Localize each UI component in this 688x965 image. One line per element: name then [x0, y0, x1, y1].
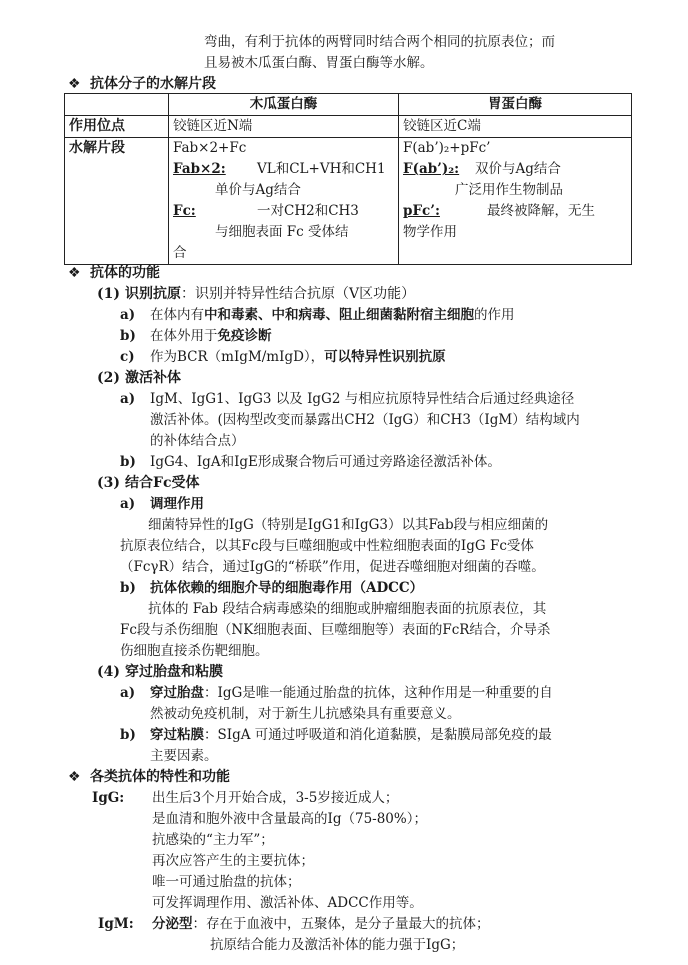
diamond-bullet-icon: ❖ [68, 769, 81, 785]
sub-item: b) 在体外用于免疫诊断 [120, 328, 272, 344]
paragraph-line: 抗体的 Fab 段结合病毒感染的细胞或肿瘤细胞表面的抗原表位，其 [148, 601, 547, 617]
fab-pepsin-desc: 广泛用作生物制品 [455, 182, 563, 198]
sub-item: b) IgG4、IgA和IgE形成聚合物后可通过旁路途径激活补体。 [120, 454, 501, 470]
papain-products: Fab×2+Fc [173, 140, 247, 156]
function-item-fc-receptor: (3) 结合Fc受体 [97, 475, 200, 491]
sub-item: a) IgM、IgG1、IgG3 以及 IgG2 与相应抗原特异性结合后通过经典途径 [120, 391, 575, 407]
igg-line: 是血清和胞外液中含量最高的Ig（75-80%）； [152, 811, 427, 827]
hydrolysis-table [64, 93, 632, 265]
sub-item: a) 在体内有中和毒素、中和病毒、阻止细菌黏附宿主细胞的作用 [120, 307, 515, 323]
igm-label: IgM: [98, 916, 134, 932]
table-corner-cell [65, 94, 169, 116]
sub-item: a) 穿过胎盘：IgG是唯一能通过胎盘的抗体，这种作用是一种重要的自 [120, 685, 553, 701]
item-desc: ：识别并特异性结合抗原（V区功能） [181, 286, 416, 302]
intro-line: 且易被木瓜蛋白酶、胃蛋白酶等水解。 [204, 55, 434, 71]
fab2-desc: VL和CL+VH和CH1 [257, 161, 386, 177]
igg-line: 可发挥调理作用、激活补体、ADCC作用等。 [152, 895, 423, 911]
fc-term: Fc: [173, 203, 196, 219]
section-heading-functions: ❖ 抗体的功能 [68, 263, 160, 284]
cell-papain-site: 铰链区近N端 [169, 116, 399, 138]
igg-label: IgG: [92, 790, 125, 806]
paragraph-line: 伤细胞直接杀伤靶细胞。 [120, 643, 269, 659]
cell-pepsin-site: 铰链区近C端 [399, 116, 632, 138]
paragraph-line: 抗原表位结合，以其Fc段与巨噬细胞或中性粒细胞表面的IgG Fc受体 [120, 538, 534, 554]
item-title: 识别抗原 [125, 286, 181, 302]
igg-line: 抗感染的“主力军”； [152, 832, 274, 848]
igm-line: 抗原结合能力及激活补体的能力强于IgG； [210, 937, 465, 953]
fc-desc: 与细胞表面 Fc 受体结 [215, 224, 349, 240]
function-item-complement: (2) 激活补体 [97, 370, 181, 386]
paragraph-line: 然被动免疫机制，对于新生儿抗感染具有重要意义。 [150, 706, 461, 722]
paragraph-line: 的补体结合点） [150, 433, 245, 449]
item-title: 穿过胎盘和粘膜 [125, 664, 223, 680]
igg-line: 出生后3个月开始合成，3-5岁接近成人； [152, 790, 399, 806]
pepsin-products: F(ab’)₂+pFc’ [403, 140, 491, 156]
table-header-papain: 木瓜蛋白酶 [169, 94, 399, 116]
pfc-desc: 最终被降解，无生 [487, 203, 595, 219]
igg-line: 唯一可通过胎盘的抗体； [152, 874, 301, 890]
fab-pepsin-desc: 双价与Ag结合 [475, 161, 561, 177]
function-item-placenta-mucosa: (4) 穿过胎盘和粘膜 [97, 664, 223, 680]
paragraph-line: （FcγR）结合，通过IgG的“桥联”作用，促进吞噬细胞对细菌的吞噬。 [120, 559, 545, 575]
igg-line: 再次应答产生的主要抗体； [152, 853, 314, 869]
pfc-desc: 物学作用 [403, 224, 457, 240]
igm-line: 分泌型：存在于血液中，五聚体，是分子量最大的抗体； [152, 916, 490, 932]
sub-item: b) 穿过粘膜：SIgA 可通过呼吸道和消化道黏膜，是黏膜局部免疫的最 [120, 727, 552, 743]
fc-desc: 合 [173, 245, 187, 261]
intro-line: 弯曲，有利于抗体的两臂同时结合两个相同的抗原表位；而 [204, 34, 555, 50]
sub-item: c) 作为BCR（mIgM/mIgD），可以特异性识别抗原 [120, 349, 446, 365]
cell-papain-fragments [169, 138, 399, 265]
paragraph-line: 激活补体。(因构型改变而暴露出CH2（IgG）和CH3（IgM）结构域内 [150, 412, 580, 428]
pfc-term: pFc’: [403, 203, 440, 219]
item-title: 结合Fc受体 [125, 475, 200, 491]
sub-item: b) 抗体依赖的细胞介导的细胞毒作用（ADCC） [120, 580, 424, 596]
section-heading-hydrolysis: ❖ 抗体分子的水解片段 [68, 74, 216, 95]
function-item-recognize: (1) 识别抗原：识别并特异性结合抗原（V区功能） [97, 286, 416, 302]
table-header-pepsin: 胃蛋白酶 [399, 94, 632, 116]
diamond-bullet-icon: ❖ [68, 265, 81, 281]
fab2-desc: 单价与Ag结合 [215, 182, 301, 198]
row-label-fragments: 水解片段 [65, 138, 169, 265]
paragraph-line: Fc段与杀伤细胞（NK细胞表面、巨噬细胞等）表面的FcR结合，介导杀 [120, 622, 551, 638]
section-heading-classes: ❖ 各类抗体的特性和功能 [68, 767, 230, 788]
row-label-site: 作用位点 [65, 116, 169, 138]
cell-pepsin-fragments [399, 138, 632, 265]
paragraph-line: 主要因素。 [150, 748, 218, 764]
fab2-term: Fab×2: [173, 161, 226, 177]
fc-desc: 一对CH2和CH3 [257, 203, 359, 219]
sub-item: a) 调理作用 [120, 496, 204, 512]
paragraph-line: 细菌特异性的IgG（特别是IgG1和IgG3）以其Fab段与相应细菌的 [148, 517, 549, 533]
diamond-bullet-icon: ❖ [68, 76, 81, 92]
item-title: 激活补体 [125, 370, 181, 386]
igm-term: 分泌型 [152, 916, 193, 932]
fab-pepsin-term: F(ab’)₂: [403, 161, 460, 177]
